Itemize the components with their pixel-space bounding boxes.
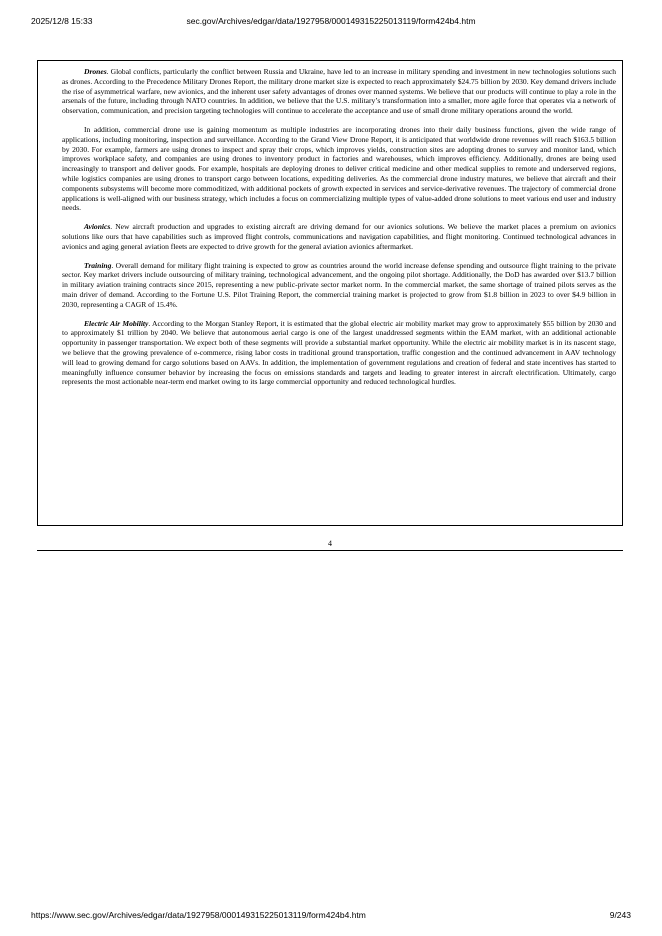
section-heading-drones: Drones bbox=[84, 67, 107, 76]
paragraph-electric-air-mobility bbox=[62, 319, 616, 388]
print-page-counter: 9/243 bbox=[609, 910, 631, 920]
print-url: https://www.sec.gov/Archives/edgar/data/1927958/000149315225013119/form424b4.htm bbox=[31, 910, 366, 920]
page-number: 4 bbox=[328, 539, 332, 548]
section-heading-avionics: Avionics bbox=[84, 222, 111, 232]
print-timestamp: 2025/12/8 15:33 bbox=[31, 16, 93, 26]
print-page-title: sec.gov/Archives/edgar/data/1927958/000149315225013119/form424b4.htm bbox=[186, 16, 476, 26]
section-heading-electric-air-mobility: Electric Air Mobility bbox=[84, 318, 149, 328]
content-box bbox=[37, 60, 623, 526]
paragraph-body: In addition, commercial drone use is gaining momentum as multiple industries are incorporating drones into their daily business functions, given the wide range of applications, including monitoring, inspection and surveillance. According to the Grand View Drone Report, it is anticipated that worldwide drone revenues will reach $163.5 billion by 2030. For example, farmers are using drones to inspect and spray their crops, which improves yields, construction sites are adopting drones to survey and monitor land, which improves workplace safety, and companies are using drones to inventory product in factories and warehouses, which improves efficiency. Additionally, drones are being used increasingly to transport and deliver goods. For example, hospitals are deploying drones to deliver critical medicine and other medical supplies to remote and underserved regions, while logistics companies are using drones to transport cargo between locations, expediting deliveries. As the commercial drone industry matures, we believe that aircraft and their components subsystems will become more commoditized, with additional pockets of growth expected in services and service-derivative revenues. The trajectory of commercial drone applications is well-aligned with our business strategy, which includes a focus on commercializing multiple types of value-added drone solutions to meet various end user and industry needs. bbox=[62, 124, 616, 213]
paragraph-body: . Global conflicts, particularly the conflict between Russia and Ukraine, have led to an increase in military spending and investment in new technologies solutions such as drones. According to the Precedence Military Drones Report, the military drone market size is expected to reach approximately $24.75 billion by 2030. Key demand drivers include the rise of asymmetrical warfare, new avionics, and the inherent user safety advantages of drones over manned systems. We believe that our products will continue to play a role in the arsenals of the future, including through NATO countries. In addition, we believe that the U.S. military’s transformation into a smaller, more agile force that operates via a network of observation, communication, and precision targeting technologies will continue to accelerate the acceptance and use of small drone military operations around the world. bbox=[62, 67, 616, 116]
section-heading-training: Training bbox=[84, 260, 112, 270]
browser-print-header bbox=[31, 16, 631, 28]
browser-print-footer bbox=[31, 910, 631, 922]
paragraph-drones bbox=[62, 67, 616, 116]
paragraph-training bbox=[62, 261, 616, 310]
paragraph-avionics bbox=[62, 222, 616, 251]
paragraph-body: . New aircraft production and upgrades to existing aircraft are driving demand for our avionics solutions. We believe the market places a premium on avionics solutions like ours that have capabilities such as improved flight controls, communications and navigation capabilities, and flight monitoring. Continued technological advances in avionics and aging general aviation fleets are expected to drive growth for the general aviation avionics aftermarket. bbox=[62, 222, 616, 251]
paragraph-body: . Overall demand for military flight training is expected to grow as countries around the world increase defense spending and outsource flight training to the private sector. Key market drivers include outsourcing of military training, technological advancement, and the ongoing pilot shortage. Additionally, the DoD has awarded over $13.7 billion in military aviation training contracts since 2015, representing a new public-private sector market norm. In the commercial market, the same shortage of trained pilots serves as the main driver of demand. According to the Fortune U.S. Pilot Training Report, the commercial training market is projected to grow from $1.8 billion in 2023 to over $4.9 billion in 2030, representing a CAGR of 15.4%. bbox=[62, 260, 616, 309]
page-divider bbox=[37, 550, 623, 551]
paragraph-body: . According to the Morgan Stanley Report, it is estimated that the global electric air mobility market may grow to approximately $55 billion by 2030 and to approximately $1 trillion by 2040. We believe that autonomous aerial cargo is one of the largest unaddressed segments within the EAM market, with an additional actionable opportunity in passenger transportation. We expect both of these segments will provide a substantial market opportunity. While the electric air mobility market is in its nascent stage, we believe that the growing prevalence of e-commerce, rising labor costs in traditional ground transportation, traffic congestion and the continued advancement in AAV technology will lead to growing demand for cargo solutions based on AAVs. In addition, the implementation of government regulations and creation of federal and state incentives has started to meaningfully influence consumer behavior by increasing the focus on emissions standards and targets and leading to greater interest in aircraft electrification. Ultimately, cargo represents the most actionable near-term end market owing to its large commercial opportunity and reduced technological hurdles. bbox=[62, 318, 616, 387]
paragraph-commercial-drones bbox=[62, 125, 616, 213]
